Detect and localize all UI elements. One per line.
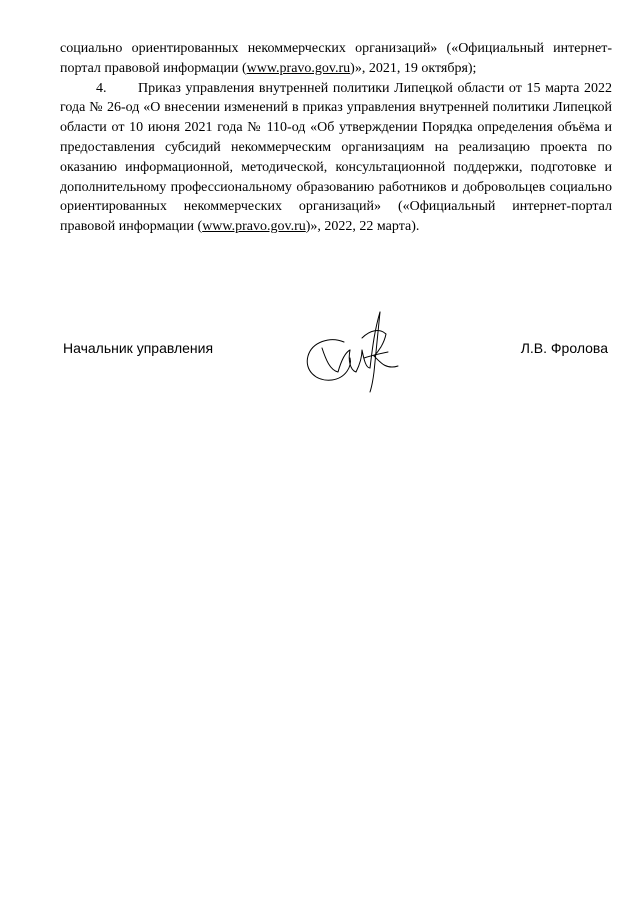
item4-text-after-link: )», 2022, 22 марта). bbox=[305, 219, 420, 235]
position-title: Начальник управления bbox=[63, 340, 214, 356]
pravo-link[interactable]: www.pravo.gov.ru bbox=[202, 219, 306, 235]
list-item-4 bbox=[60, 79, 612, 237]
list-item-number: 4. bbox=[96, 80, 107, 96]
continuation-paragraph bbox=[60, 39, 612, 79]
continuation-text-after-link: )», 2021, 19 октября); bbox=[350, 60, 477, 76]
signer-name: Л.В. Фролова bbox=[520, 340, 608, 356]
signature-icon bbox=[300, 308, 400, 394]
document-body bbox=[60, 39, 612, 237]
continuation-text-before-link: социально ориентированных некоммерческих организаций» («Официальный интернет-портал правовой информации ( bbox=[60, 41, 612, 76]
pravo-link[interactable]: www.pravo.gov.ru bbox=[246, 60, 351, 76]
item4-text-before-link: Приказ управления внутренней политики Липецкой области от 15 марта 2022 года № 26-од «О внесении изменений в приказ управления внутренней политики Липецкой области от 10 июня 2021 года № 110-од «Об утверждении Порядка определения объёма и предоставления субсидий некоммерческим организациям на реализацию проекта по оказанию информационной, методической, консультационной поддержки, подготовке и дополнительному профессиональному образованию работников и добровольцев социально ориентированных некоммерческих организаций» («Официальный интернет-портал правовой информации ( bbox=[60, 80, 612, 235]
